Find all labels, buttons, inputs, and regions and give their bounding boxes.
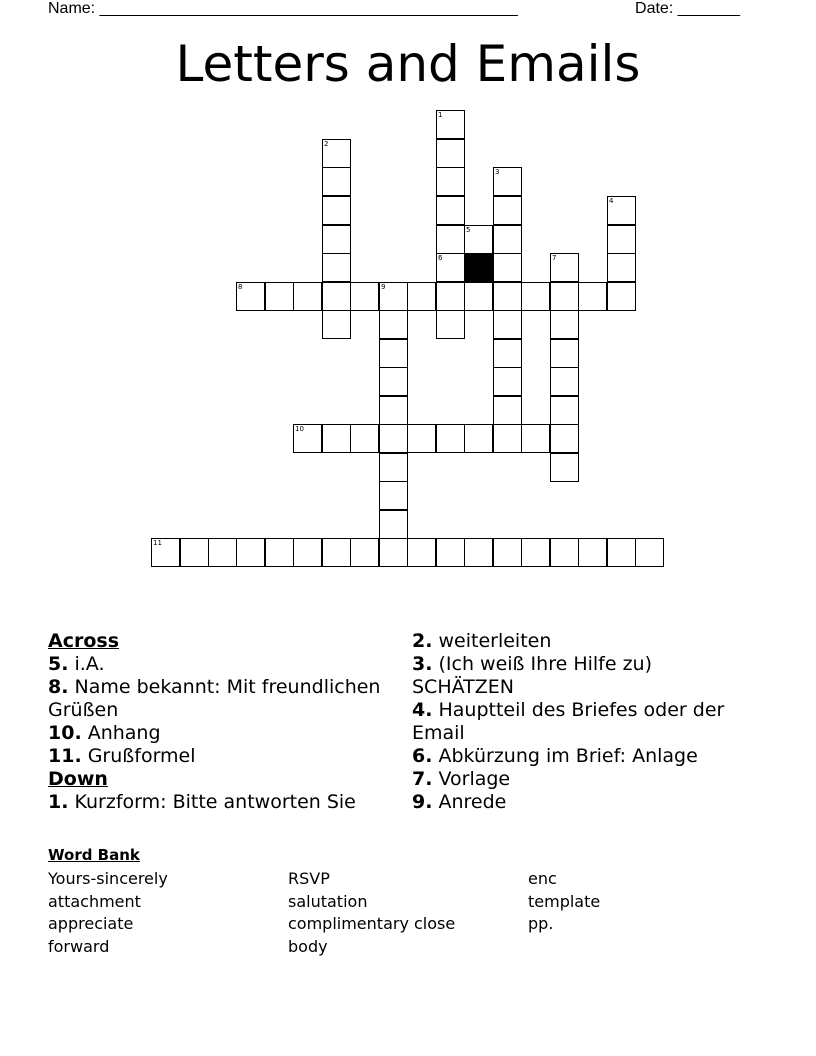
word-bank-item: enc: [528, 869, 557, 888]
grid-cell[interactable]: [550, 453, 579, 482]
clue-item: [412, 630, 752, 653]
word-bank-item: complimentary close: [288, 914, 456, 933]
grid-cell[interactable]: [493, 225, 522, 254]
clue-text: Name bekannt: Mit freundlichen Grüßen: [48, 676, 381, 721]
blocked-cell: [464, 253, 493, 282]
grid-cell[interactable]: [322, 225, 351, 254]
grid-cell[interactable]: [379, 510, 408, 539]
clue-number-label: 5: [466, 226, 471, 234]
clue-text: i.A.: [68, 653, 105, 675]
grid-cell[interactable]: [208, 538, 237, 567]
grid-cell[interactable]: [436, 196, 465, 225]
word-bank-item: RSVP: [288, 869, 330, 888]
grid-cell[interactable]: [550, 424, 579, 453]
grid-cell[interactable]: [350, 538, 379, 567]
clue-number-label: 3: [495, 168, 500, 176]
grid-cell[interactable]: [379, 396, 408, 425]
grid-cell[interactable]: [493, 282, 522, 311]
clue-item: [48, 722, 393, 745]
grid-cell[interactable]: [464, 282, 493, 311]
clues-left-column: [48, 630, 393, 814]
clue-item: [412, 768, 752, 791]
grid-cell[interactable]: [436, 282, 465, 311]
grid-cell[interactable]: [322, 538, 351, 567]
grid-cell[interactable]: [493, 538, 522, 567]
grid-cell[interactable]: [635, 538, 664, 567]
clue-number-label: 9: [381, 283, 386, 291]
grid-cell[interactable]: [322, 424, 351, 453]
clue-number: 8.: [48, 676, 69, 698]
clue-item: [48, 745, 393, 768]
name-field-label: Name: _______________________________________________: [48, 0, 518, 17]
grid-cell[interactable]: [265, 282, 294, 311]
grid-cell[interactable]: [607, 253, 636, 282]
down-heading: Down: [48, 768, 108, 790]
across-heading: Across: [48, 630, 120, 652]
clue-number: 3.: [412, 653, 433, 675]
clue-number-label: 8: [238, 283, 243, 291]
clue-number: 1.: [48, 791, 69, 813]
grid-cell[interactable]: [464, 538, 493, 567]
clue-item: [412, 745, 752, 768]
grid-cell[interactable]: [180, 538, 209, 567]
clue-number-label: 4: [609, 197, 614, 205]
grid-cell[interactable]: [265, 538, 294, 567]
grid-cell[interactable]: [521, 424, 550, 453]
grid-cell[interactable]: [379, 310, 408, 339]
clue-item: [48, 676, 393, 722]
word-bank-item: Yours-sincerely: [48, 869, 168, 888]
word-bank-title: Word Bank: [48, 846, 140, 864]
grid-cell[interactable]: [350, 282, 379, 311]
word-bank-item: attachment: [48, 891, 141, 911]
grid-cell[interactable]: [550, 282, 579, 311]
grid-cell[interactable]: [493, 396, 522, 425]
grid-cell[interactable]: [436, 139, 465, 168]
grid-cell[interactable]: [493, 196, 522, 225]
down-clue-list: [48, 791, 393, 814]
clues-right-column: [412, 630, 752, 814]
clue-text: Vorlage: [432, 768, 511, 790]
grid-cell[interactable]: [379, 424, 408, 453]
grid-cell[interactable]: [436, 538, 465, 567]
grid-cell[interactable]: [322, 253, 351, 282]
clue-number-label: 11: [153, 539, 162, 547]
word-bank-item: salutation: [288, 891, 368, 911]
clue-number: 11.: [48, 745, 82, 767]
clue-text: Grußformel: [81, 745, 196, 767]
clue-number: 4.: [412, 699, 433, 721]
grid-cell[interactable]: [236, 538, 265, 567]
word-bank-item: body: [288, 936, 328, 956]
clue-text: Abkürzung im Brief: Anlage: [432, 745, 698, 767]
grid-cell[interactable]: [607, 538, 636, 567]
clue-number: 10.: [48, 722, 82, 744]
grid-cell[interactable]: [379, 339, 408, 368]
grid-cell[interactable]: [407, 282, 436, 311]
clue-number-label: 10: [295, 425, 304, 433]
grid-cell[interactable]: [578, 538, 607, 567]
word-bank-item: pp.: [528, 914, 554, 933]
clue-item: [48, 791, 393, 814]
clue-text: weiterleiten: [432, 630, 552, 652]
grid-cell[interactable]: [464, 424, 493, 453]
across-clue-list: [48, 653, 393, 768]
grid-cell[interactable]: [493, 253, 522, 282]
clue-number: 9.: [412, 791, 433, 813]
clue-item: [412, 653, 752, 699]
grid-cell[interactable]: [493, 367, 522, 396]
grid-cell[interactable]: [322, 282, 351, 311]
grid-cell[interactable]: [379, 481, 408, 510]
grid-cell[interactable]: [407, 538, 436, 567]
clue-number: 6.: [412, 745, 433, 767]
grid-cell[interactable]: [521, 282, 550, 311]
grid-cell[interactable]: [550, 396, 579, 425]
clue-number-label: 7: [552, 254, 557, 262]
grid-cell[interactable]: [293, 282, 322, 311]
grid-cell[interactable]: [607, 282, 636, 311]
grid-cell[interactable]: [521, 538, 550, 567]
down-clue-list-continued: [412, 630, 752, 814]
grid-cell[interactable]: [322, 310, 351, 339]
clue-number: 7.: [412, 768, 433, 790]
grid-cell[interactable]: [436, 310, 465, 339]
clue-item: [412, 699, 752, 745]
grid-cell[interactable]: [322, 196, 351, 225]
grid-cell[interactable]: [550, 538, 579, 567]
grid-cell[interactable]: [322, 167, 351, 196]
grid-cell[interactable]: [607, 225, 636, 254]
clue-text: (Ich weiß Ihre Hilfe zu) SCHÄTZEN: [412, 653, 653, 698]
clue-number-label: 2: [324, 140, 329, 148]
grid-cell[interactable]: [436, 424, 465, 453]
clue-text: Anrede: [432, 791, 507, 813]
clue-number: 5.: [48, 653, 69, 675]
clue-item: [48, 653, 393, 676]
grid-cell[interactable]: [436, 167, 465, 196]
grid-cell[interactable]: [350, 424, 379, 453]
clue-number: 2.: [412, 630, 433, 652]
grid-cell[interactable]: [550, 367, 579, 396]
date-field-label: Date: _______: [635, 0, 740, 17]
clue-number-label: 6: [438, 254, 443, 262]
grid-cell[interactable]: [379, 367, 408, 396]
grid-cell[interactable]: [578, 282, 607, 311]
page-title: Letters and Emails: [175, 35, 641, 93]
word-bank-item: appreciate: [48, 914, 134, 933]
grid-cell[interactable]: [379, 538, 408, 567]
grid-cell[interactable]: [379, 453, 408, 482]
grid-cell[interactable]: [493, 310, 522, 339]
grid-cell[interactable]: [436, 225, 465, 254]
clue-text: Hauptteil des Briefes oder der Email: [412, 699, 725, 744]
grid-cell[interactable]: [293, 538, 322, 567]
grid-cell[interactable]: [407, 424, 436, 453]
grid-cell[interactable]: [493, 339, 522, 368]
grid-cell[interactable]: [493, 424, 522, 453]
clue-text: Kurzform: Bitte antworten Sie: [68, 791, 356, 813]
clue-number-label: 1: [438, 111, 443, 119]
word-bank-item: template: [528, 891, 601, 911]
grid-cell[interactable]: [550, 310, 579, 339]
clue-item: [412, 791, 752, 814]
grid-cell[interactable]: [550, 339, 579, 368]
clue-text: Anhang: [81, 722, 161, 744]
word-bank-item: forward: [48, 936, 110, 956]
